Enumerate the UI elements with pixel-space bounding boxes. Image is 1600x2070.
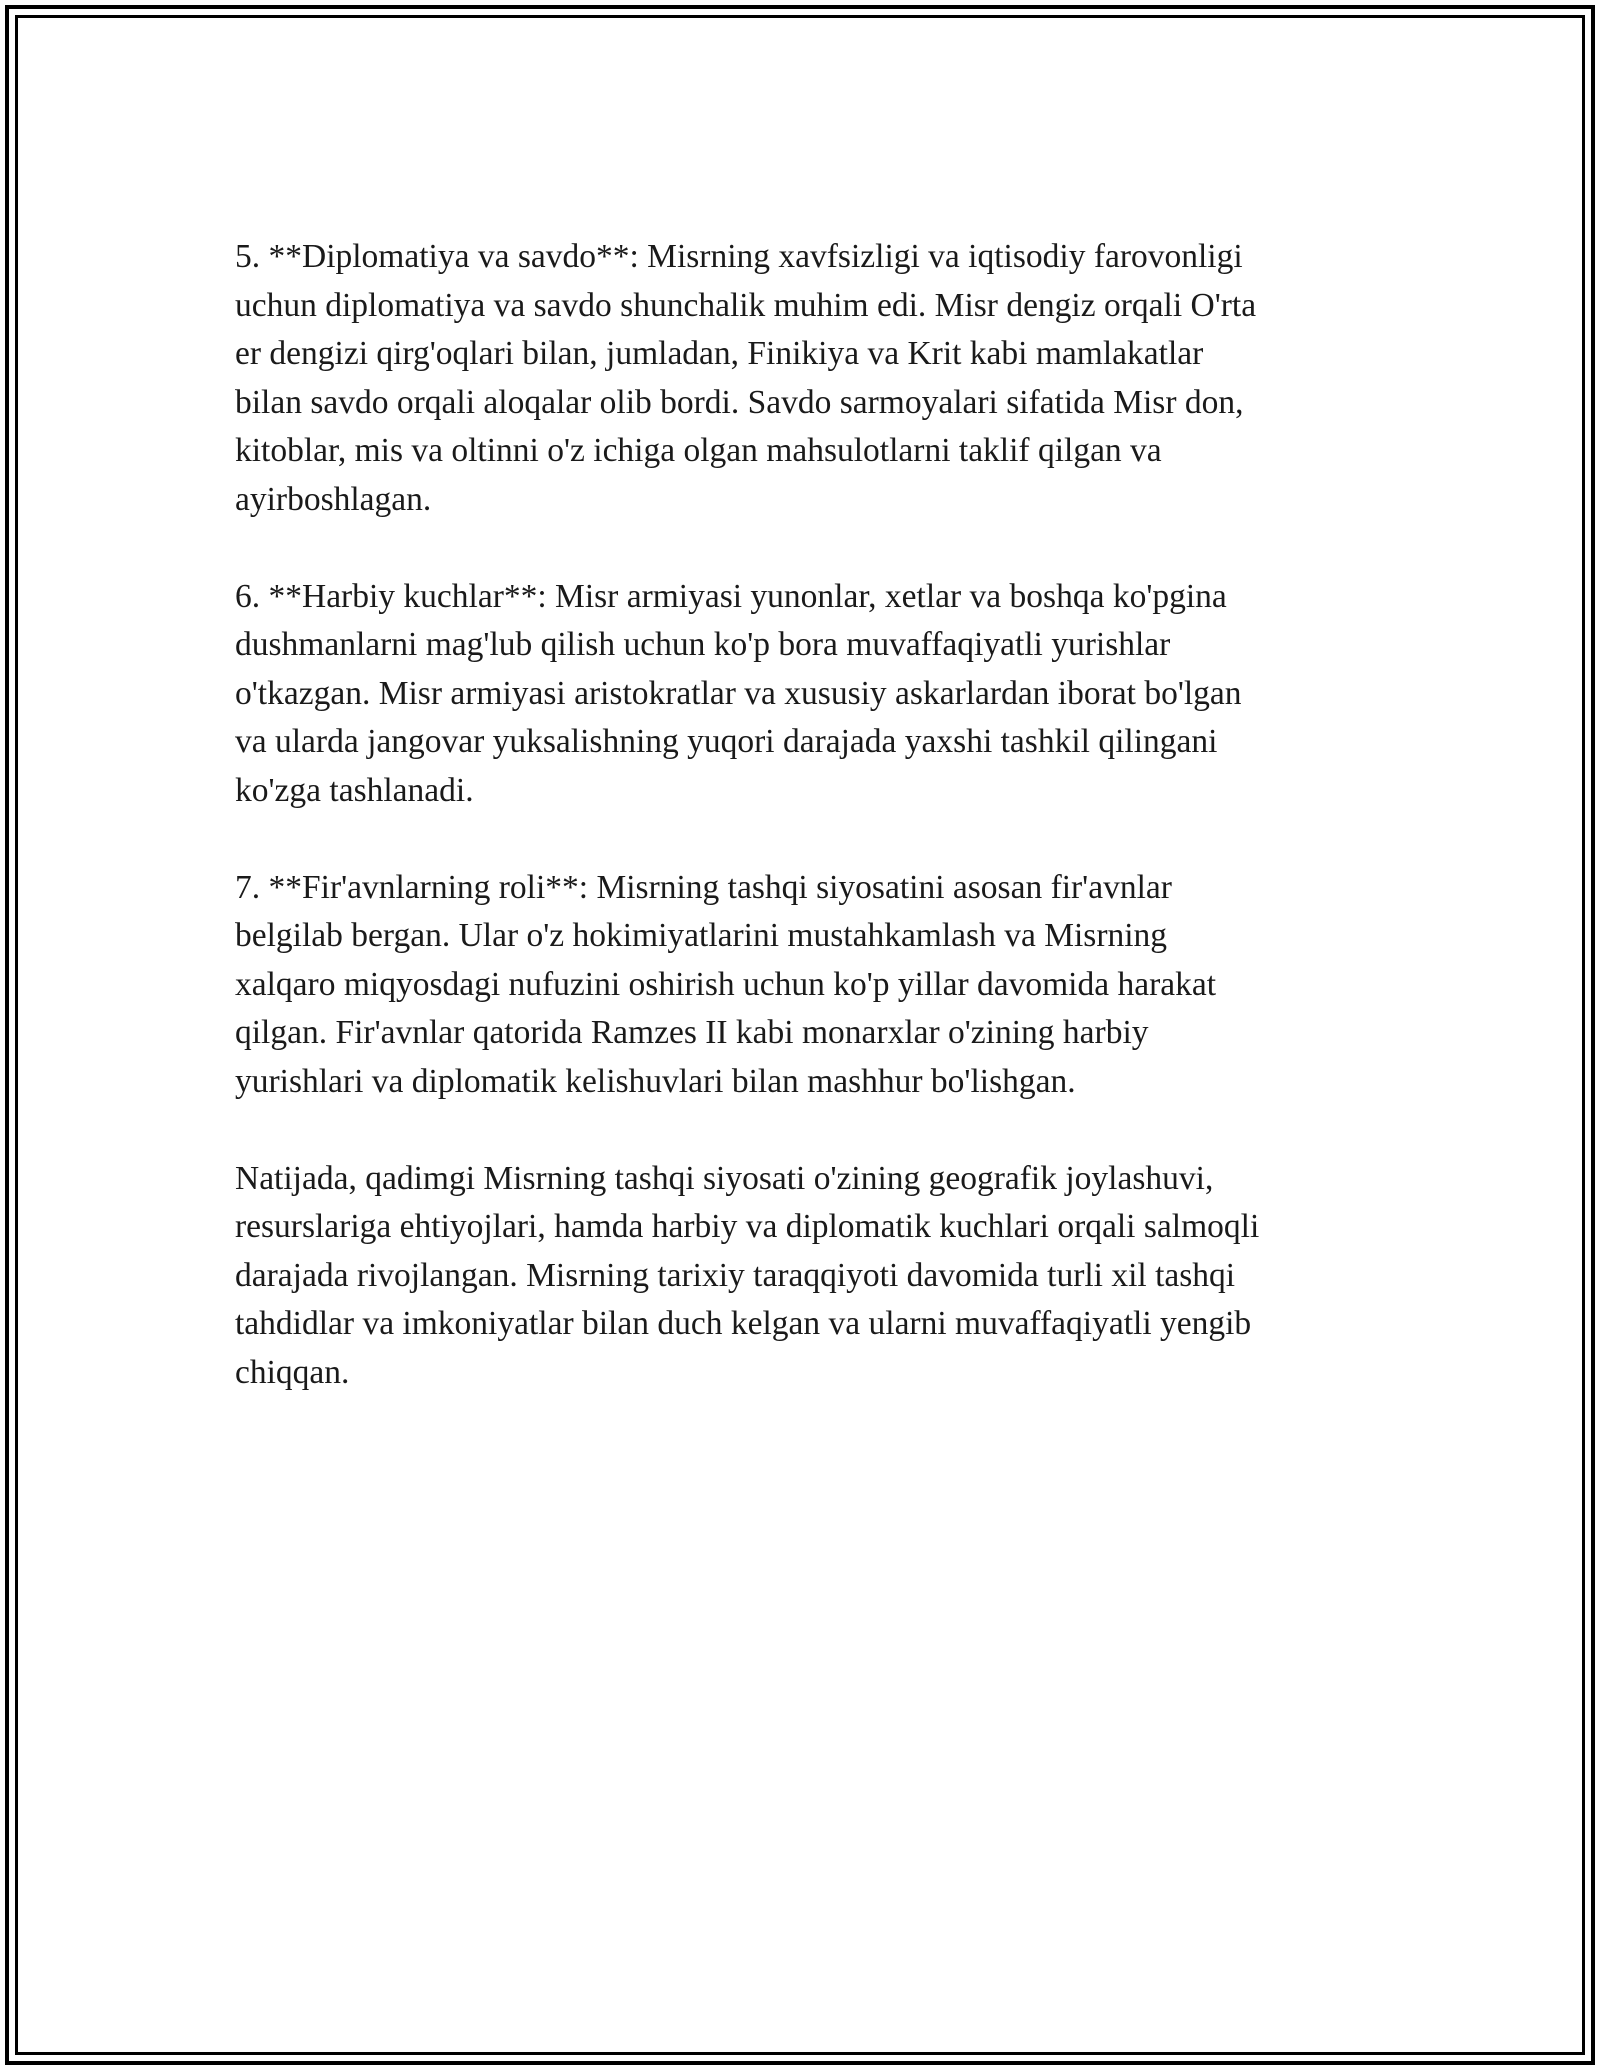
- document-body: [235, 233, 1375, 1397]
- paragraph-conclusion: Natijada, qadimgi Misrning tashqi siyosati o'zining geografik joylashuvi, resurslariga ehtiyojlari, hamda harbiy va diplomatik kuchlari orqali salmoqli darajada rivojlangan. Misrning tarixiy taraqqiyoti davomida turli xil tashqi tahdidlar va imkoniyatlar bilan duch kelgan va ularni muvaffaqiyatli yengib chiqqan.: [235, 1159, 1260, 1391]
- paragraph-pharaohs-role: 7. **Fir'avnlarning roli**: Misrning tashqi siyosatini asosan fir'avnlar belgilab bergan. Ular o'z hokimiyatlarini mustahkamlash va Misrning xalqaro miqyosdagi nufuzini oshirish uchun ko'p yillar davomida harakat qilgan. Fir'avnlar qatorida Ramzes II kabi monarxlar o'zining harbiy yurishlari va diplomatik kelishuvlari bilan mashhur bo'lishgan.: [235, 868, 1217, 1100]
- paragraph-military-forces: 6. **Harbiy kuchlar**: Misr armiyasi yunonlar, xetlar va boshqa ko'pgina dushmanlarni mag'lub qilish uchun ko'p bora muvaffaqiyatli yurishlar o'tkazgan. Misr armiyasi aristokratlar va xususiy askarlardan iborat bo'lgan va ularda jangovar yuksalishning yuqori darajada yaxshi tashkil qilingani ko'zga tashlanadi.: [235, 577, 1242, 809]
- paragraph-diplomacy-trade: 5. **Diplomatiya va savdo**: Misrning xavfsizligi va iqtisodiy farovonligi uchun diplomatiya va savdo shunchalik muhim edi. Misr dengiz orqali O'rta er dengizi qirg'oqlari bilan, jumladan, Finikiya va Krit kabi mamlakatlar bilan savdo orqali aloqalar olib bordi. Savdo sarmoyalari sifatida Misr don, kitoblar, mis va oltinni o'z ichiga olgan mahsulotlarni taklif qilgan va ayirboshlagan.: [235, 238, 1257, 518]
